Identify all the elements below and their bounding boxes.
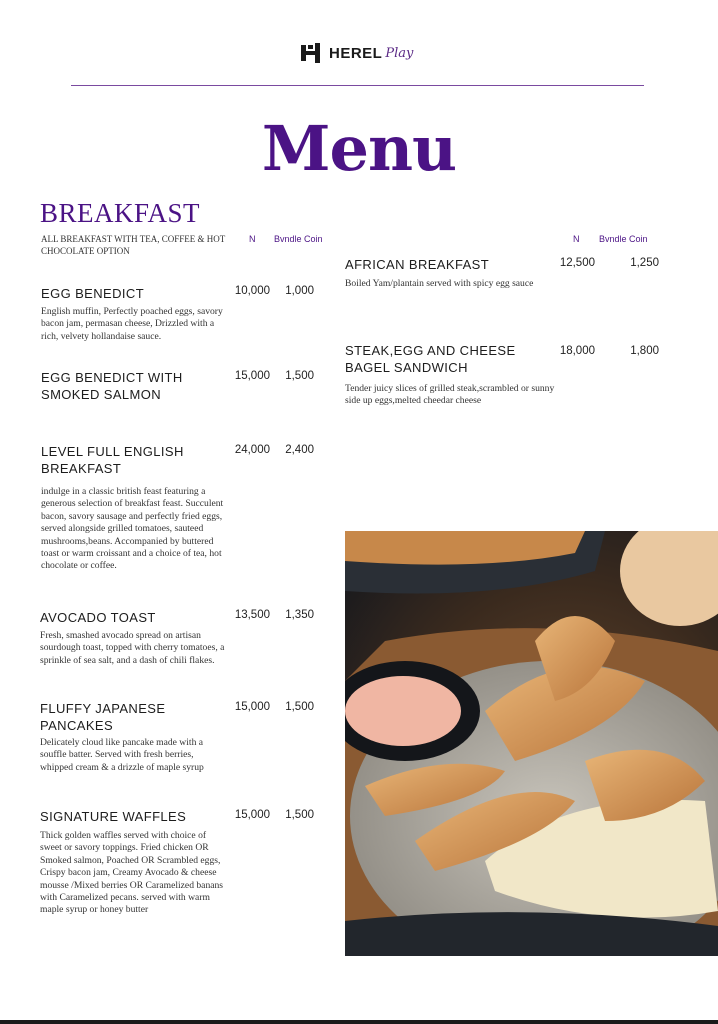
- item-name: AFRICAN BREAKFAST: [345, 257, 490, 272]
- item-coin: 1,000: [285, 285, 314, 297]
- item-desc: Fresh, smashed avocado spread on artisan sourdough toast, topped with cherry tomatoes, a sprinkle of sea salt, and a dash of chili flakes.: [40, 630, 225, 666]
- bottom-bar: [0, 1020, 718, 1024]
- item-price: 12,500: [559, 257, 595, 269]
- item-price: 24,000: [234, 444, 270, 456]
- item-desc: Tender juicy slices of grilled steak,scrambled or sunny side up eggs,melted cheedar cheese: [345, 383, 555, 407]
- item-price: 15,000: [234, 809, 270, 821]
- item-coin: 1,500: [285, 809, 314, 821]
- col-head-naira-right: N: [573, 234, 580, 244]
- section-title: BREAKFAST: [40, 198, 201, 228]
- item-desc: Boiled Yam/plantain served with spicy egg sauce: [345, 278, 534, 289]
- brand-script: Play: [385, 45, 414, 61]
- col-head-naira-left: N: [249, 234, 256, 244]
- item-name: FLUFFY JAPANESE PANCAKES: [40, 701, 166, 733]
- item-desc: indulge in a classic british feast featuring a generous selection of breakfast feast. Succulent bacon, savory sausage and perfectly fried eggs, served alongside grilled tomatoes, sauteed mushrooms,beans. Accompanied by buttered toast or warm croissant and a choice of tea, hot chocolate or coffee.: [41, 486, 224, 572]
- item-coin: 1,500: [285, 701, 314, 713]
- item-name: EGG BENEDICT: [41, 286, 145, 301]
- item-price: 10,000: [234, 285, 270, 297]
- brand-logo: [299, 40, 413, 66]
- col-head-coin-left: Bvndle Coin: [274, 234, 323, 244]
- item-price: 13,500: [234, 609, 270, 621]
- item-desc: Thick golden waffles served with choice of sweet or savory toppings. Fried chicken OR Smoked salmon, Poached OR Scrambled eggs, Crispy bacon jam, Creamy Avocado & cheese mousse /Mixed berries OR Caramelized banans with Caramelized pecans. served with warm maple syrup or honey butter: [40, 830, 224, 916]
- item-price: 18,000: [559, 345, 595, 357]
- item-price: 15,000: [234, 701, 270, 713]
- food-photo: [345, 531, 718, 956]
- item-coin: 1,350: [285, 609, 314, 621]
- page-title: Menu: [261, 112, 457, 185]
- item-desc: Delicately cloud like pancake made with a souffle batter. Served with fresh berries, whipped cream & a drizzle of maple syrup: [40, 737, 204, 773]
- header-divider: [71, 85, 644, 86]
- col-head-coin-right: Bvndle Coin: [599, 234, 648, 244]
- brand-name: HEREL: [329, 44, 383, 62]
- item-coin: 2,400: [285, 444, 314, 456]
- item-desc: English muffin, Perfectly poached eggs, savory bacon jam, permasan cheese, Drizzled with a rich, velvety hollandaise sauce.: [41, 306, 223, 342]
- item-name: SIGNATURE WAFFLES: [40, 809, 187, 824]
- item-coin: 1,250: [630, 257, 659, 269]
- item-name: STEAK,EGG AND CHEESE BAGEL SANDWICH: [345, 343, 516, 375]
- item-coin: 1,500: [285, 370, 314, 382]
- fried-shrimp-image: [345, 531, 718, 956]
- brand-mark-icon: [299, 41, 323, 65]
- section-note: ALL BREAKFAST WITH TEA, COFFEE & HOT CHOCOLATE OPTION: [41, 234, 226, 256]
- item-name: AVOCADO TOAST: [40, 610, 156, 625]
- item-name: EGG BENEDICT WITH SMOKED SALMON: [41, 370, 183, 402]
- item-price: 15,000: [234, 370, 270, 382]
- item-name: LEVEL FULL ENGLISH BREAKFAST: [41, 444, 184, 476]
- item-coin: 1,800: [630, 345, 659, 357]
